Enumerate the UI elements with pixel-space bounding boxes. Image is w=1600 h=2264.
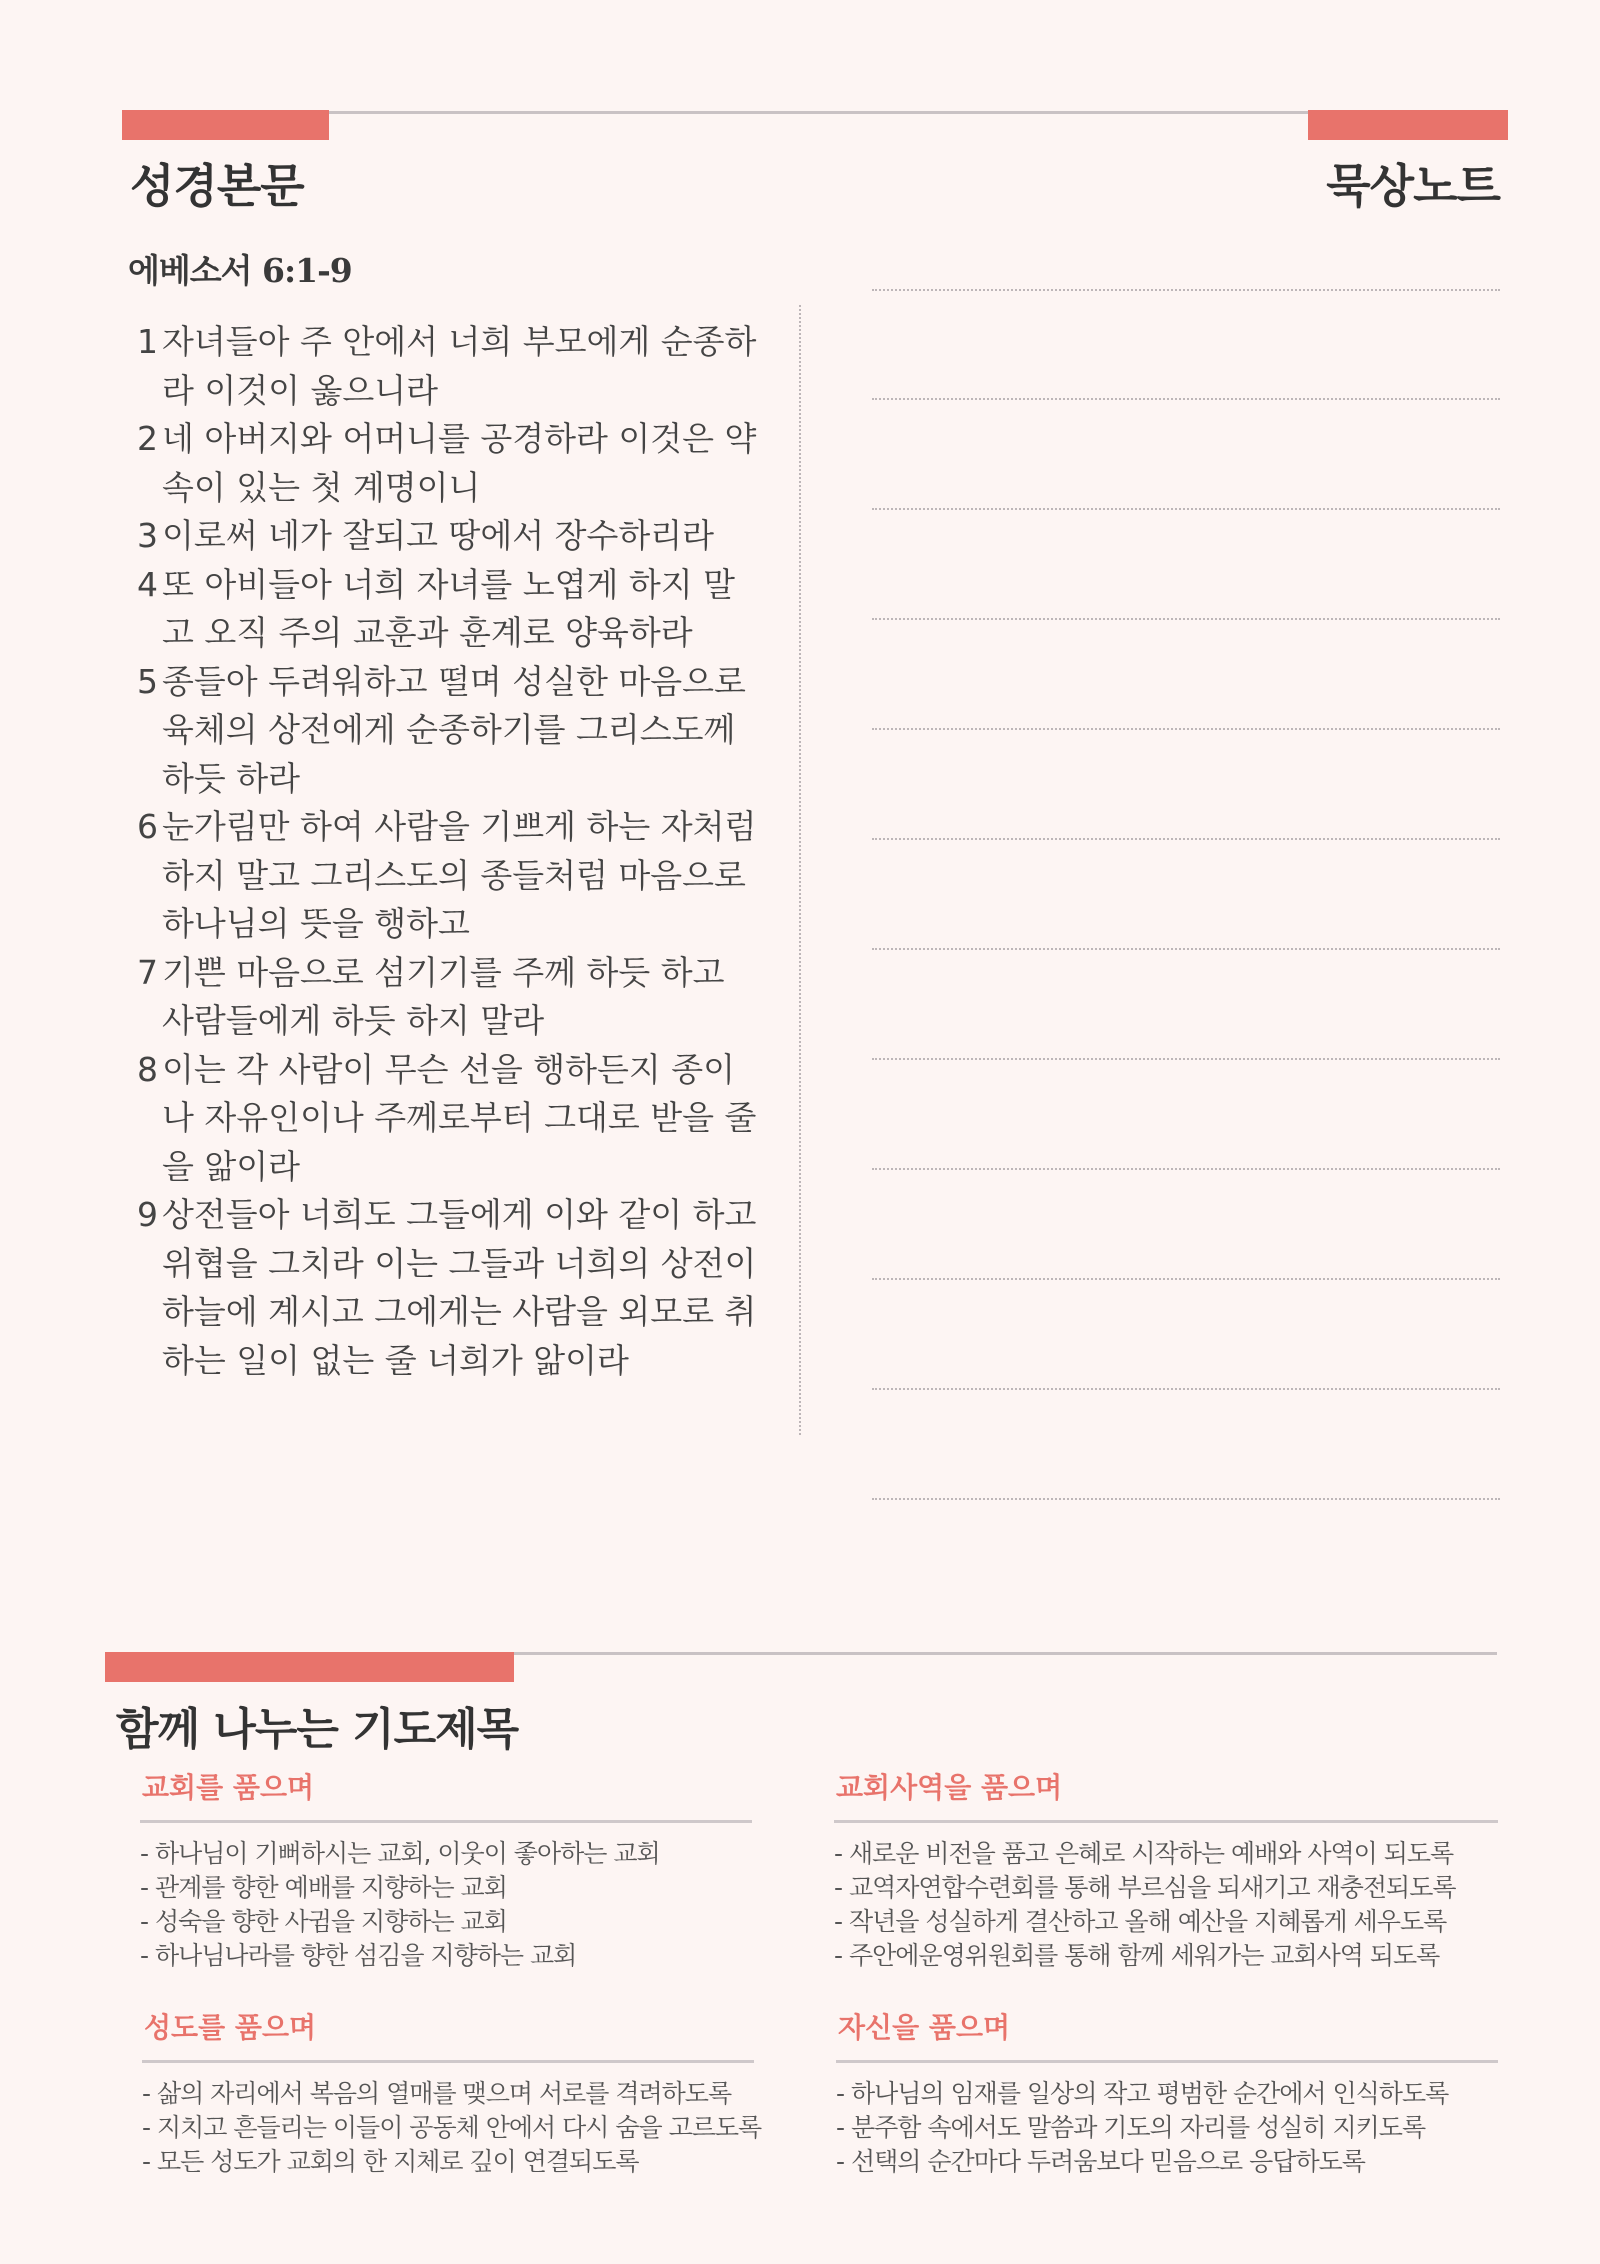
prayer-item: - 삶의 자리에서 복음의 열매를 맺으며 서로를 격려하도록 — [142, 2079, 732, 2108]
verse-item — [137, 1191, 757, 1385]
prayer-item: - 선택의 순간마다 두려움보다 믿음으로 응답하도록 — [836, 2147, 1365, 2176]
top-divider-line — [122, 111, 1508, 114]
note-line[interactable] — [872, 728, 1500, 730]
prayer-item: - 새로운 비전을 품고 은혜로 시작하는 예배와 사역이 되도록 — [834, 1839, 1454, 1868]
note-line[interactable] — [872, 398, 1500, 400]
prayer-item: - 하나님이 기뻐하시는 교회, 이웃이 좋아하는 교회 — [140, 1839, 660, 1868]
notes-accent-bar — [1308, 110, 1508, 140]
note-line[interactable] — [872, 289, 1500, 291]
verse-number: 2 — [137, 419, 158, 458]
note-line[interactable] — [872, 1498, 1500, 1500]
verse-number: 4 — [137, 564, 158, 604]
note-line[interactable] — [872, 1278, 1500, 1280]
prayer-group-ministry — [834, 1766, 1498, 1973]
verse-number: 1 — [137, 322, 158, 361]
verse-number: 3 — [137, 516, 158, 555]
verse-item — [137, 561, 757, 658]
verse-item — [137, 949, 757, 1046]
verse-text: 자녀들아 주 안에서 너희 부모에게 순종하라 이것이 옳으니라 — [162, 322, 757, 410]
prayer-item: - 작년을 성실하게 결산하고 올해 예산을 지혜롭게 세우도록 — [834, 1907, 1447, 1936]
scripture-accent-bar — [122, 110, 329, 140]
prayer-item: - 지치고 흔들리는 이들이 공동체 안에서 다시 숨을 고르도록 — [142, 2113, 762, 2142]
prayer-item: - 모든 성도가 교회의 한 지체로 깊이 연결되도록 — [142, 2147, 639, 2176]
prayer-list — [140, 1837, 752, 1973]
prayer-item: - 주안에운영위원회를 통해 함께 세워가는 교회사역 되도록 — [834, 1941, 1440, 1970]
verse-text: 네 아버지와 어머니를 공경하라 이것은 약속이 있는 첫 계명이니 — [162, 419, 757, 507]
prayer-group-rule — [836, 2060, 1498, 2063]
verse-text: 이로써 네가 잘되고 땅에서 장수하리라 — [162, 516, 715, 555]
prayer-item: - 하나님나라를 향한 섬김을 지향하는 교회 — [140, 1941, 577, 1970]
verse-number: 5 — [137, 661, 158, 701]
verse-text: 기쁜 마음으로 섬기기를 주께 하듯 하고 사람들에게 하듯 하지 말라 — [162, 952, 725, 1040]
verse-item — [137, 658, 757, 804]
verse-text: 또 아비들아 너희 자녀를 노엽게 하지 말고 오직 주의 교훈과 훈계로 양육하라 — [162, 564, 735, 652]
scripture-title: 성경본문 — [130, 159, 304, 213]
verse-number: 8 — [137, 1049, 158, 1089]
prayer-group-heading: 자신을 품으며 — [838, 2011, 1011, 2044]
prayer-title: 함께 나누는 기도제목 — [116, 1704, 519, 1755]
verse-list — [137, 318, 757, 1385]
verse-text: 종들아 두려워하고 떨며 성실한 마음으로 육체의 상전에게 순종하기를 그리스도께 하듯 하라 — [162, 661, 746, 798]
prayer-group-rule — [142, 2060, 754, 2063]
prayer-list — [834, 1837, 1498, 1973]
prayer-list — [836, 2077, 1498, 2179]
prayer-group-heading: 교회사역을 품으며 — [836, 1771, 1063, 1804]
prayer-accent-bar — [105, 1652, 514, 1682]
verse-item — [137, 803, 757, 949]
note-line[interactable] — [872, 1058, 1500, 1060]
prayer-list — [142, 2077, 762, 2179]
note-line[interactable] — [872, 838, 1500, 840]
verse-text: 이는 각 사람이 무슨 선을 행하든지 종이나 자유인이나 주께로부터 그대로 받을 줄을 앎이라 — [162, 1049, 757, 1186]
note-line[interactable] — [872, 508, 1500, 510]
note-line[interactable] — [872, 618, 1500, 620]
verse-text: 눈가림만 하여 사람을 기쁘게 하는 자처럼 하지 말고 그리스도의 종들처럼 마음으로 하나님의 뜻을 행하고 — [162, 807, 757, 943]
scripture-reference: 에베소서 6:1-9 — [128, 251, 352, 290]
prayer-group-members — [142, 2006, 762, 2179]
verse-item — [137, 415, 757, 512]
prayer-item: - 하나님의 임재를 일상의 작고 평범한 순간에서 인식하도록 — [836, 2079, 1449, 2108]
note-line[interactable] — [872, 1388, 1500, 1390]
note-line[interactable] — [872, 948, 1500, 950]
column-divider — [799, 305, 801, 1435]
verse-item — [137, 318, 757, 415]
verse-item — [137, 512, 757, 561]
prayer-group-church — [140, 1766, 752, 1973]
verse-number: 9 — [137, 1195, 158, 1234]
note-line[interactable] — [872, 1168, 1500, 1170]
prayer-group-rule — [140, 1820, 752, 1823]
prayer-group-self — [836, 2006, 1498, 2179]
verse-item — [137, 1046, 757, 1192]
prayer-item: - 교역자연합수련회를 통해 부르심을 되새기고 재충전되도록 — [834, 1873, 1456, 1902]
verse-number: 6 — [137, 807, 158, 846]
verse-number: 7 — [137, 952, 158, 992]
prayer-item: - 성숙을 향한 사귐을 지향하는 교회 — [140, 1907, 507, 1936]
prayer-group-heading: 성도를 품으며 — [144, 2011, 317, 2044]
prayer-group-rule — [834, 1820, 1498, 1823]
notes-title: 묵상노트 — [1326, 159, 1500, 213]
prayer-item: - 분주함 속에서도 말씀과 기도의 자리를 성실히 지키도록 — [836, 2113, 1426, 2142]
prayer-item: - 관계를 향한 예배를 지향하는 교회 — [140, 1873, 507, 1902]
verse-text: 상전들아 너희도 그들에게 이와 같이 하고 위협을 그치라 이는 그들과 너희의 상전이 하늘에 계시고 그에게는 사람을 외모로 취하는 일이 없는 줄 너희가 앎이라 — [162, 1195, 757, 1380]
prayer-group-heading: 교회를 품으며 — [142, 1771, 315, 1804]
